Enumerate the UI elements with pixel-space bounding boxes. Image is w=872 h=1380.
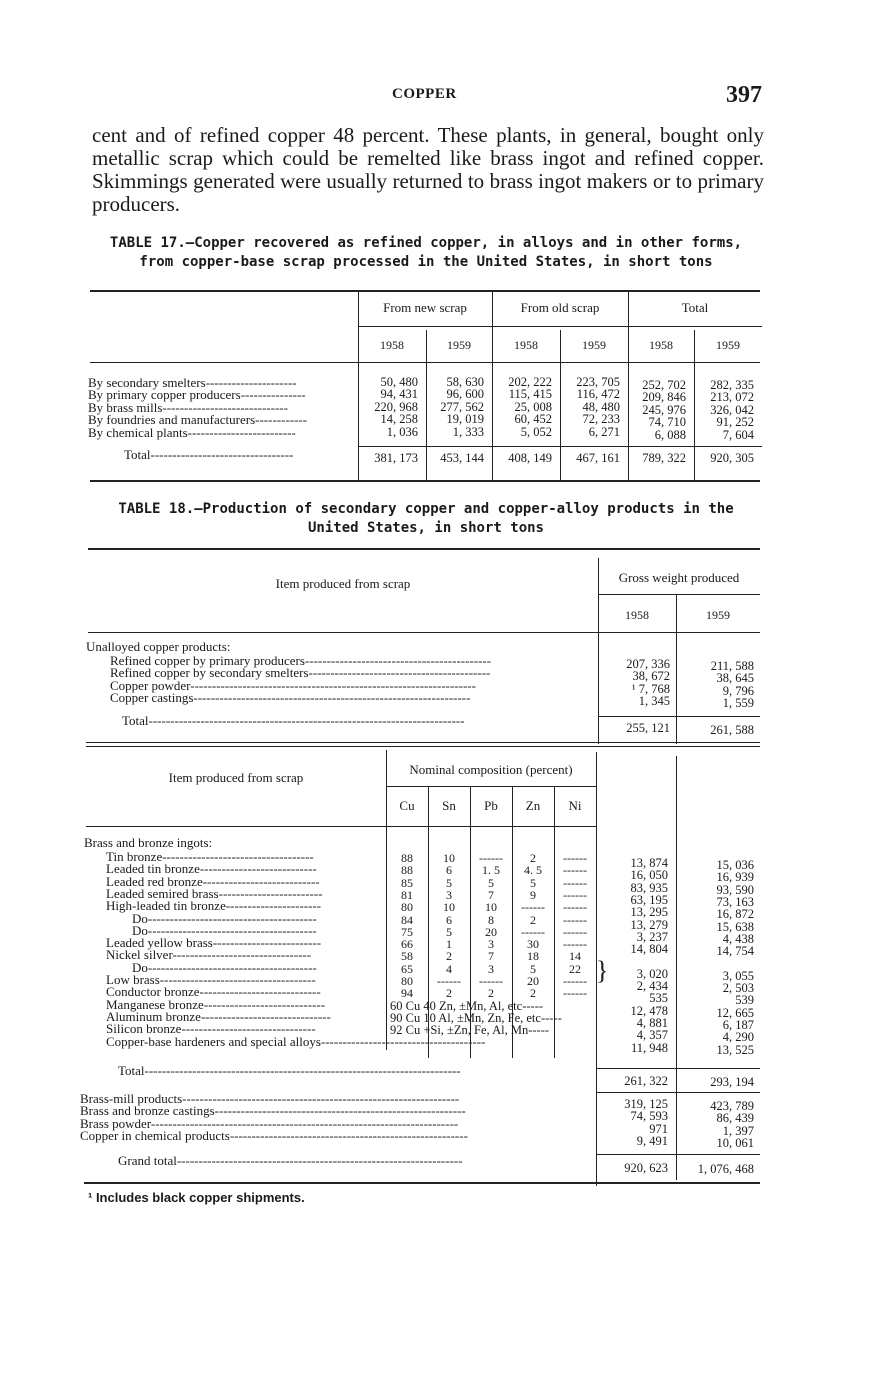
value-1959: 10, 061 <box>716 1135 754 1150</box>
comp-cell: 2 <box>446 949 452 964</box>
value-1958: 4, 881 <box>636 1015 668 1030</box>
grand-total-1959: 1, 076, 468 <box>697 1162 754 1176</box>
row-label: Silicon bronze------------------------------- <box>106 1021 316 1037</box>
brace: } <box>596 956 609 985</box>
cell-value: 72, 233 <box>582 412 620 427</box>
cell-value: 6, 271 <box>588 424 620 439</box>
composition-header: Nominal composition (percent) <box>409 762 573 777</box>
cell-value: 48, 480 <box>582 399 620 414</box>
cell-value: 14, 258 <box>380 412 418 427</box>
value-1959: 1, 397 <box>722 1123 754 1138</box>
comp-cell: 5 <box>446 924 452 939</box>
cell-value: 209, 846 <box>642 390 686 405</box>
comp-description: 60 Cu 40 Zn, ±Mn, Al, etc----- <box>390 998 544 1013</box>
comp-cell: 3 <box>488 937 494 952</box>
row-label: Copper in chemical products------------------------------------------------------- <box>80 1127 468 1143</box>
comp-col-header: Zn <box>525 798 541 813</box>
year-header: 1958 <box>649 338 673 352</box>
total-1959: 293, 194 <box>710 1075 754 1089</box>
group-header: Total <box>681 300 709 315</box>
comp-cell: 84 <box>401 912 413 927</box>
comp-cell: 22 <box>569 961 581 976</box>
value-1958: 3, 020 <box>636 966 668 981</box>
table-18-caption-line1: TABLE 18.—Production of secondary copper and copper-alloy products in the <box>118 501 734 517</box>
cell-value: 1, 333 <box>452 424 484 439</box>
value-1958: 971 <box>649 1121 668 1136</box>
cell-value: 282, 335 <box>710 378 754 392</box>
value-1959: 15, 036 <box>716 858 754 872</box>
comp-cell: ------ <box>563 986 587 1001</box>
value-1959: 38, 645 <box>716 671 754 686</box>
comp-cell: 88 <box>401 851 413 865</box>
row-label: By brass mills----------------------------- <box>88 399 288 415</box>
value-1958: 13, 874 <box>630 856 668 870</box>
comp-cell: 20 <box>527 974 539 988</box>
value-1959: 539 <box>735 993 754 1008</box>
comp-col-header: Cu <box>399 798 415 813</box>
paragraph-text: cent and of refined copper 48 percent. These plants, in general, bought only metallic scrap which could be remelted like brass ingot and refined copper. Skimmings generated were usually returned to brass ingot makers or to primary producers. <box>92 123 764 216</box>
rule <box>88 632 760 633</box>
comp-cell: 65 <box>401 961 413 976</box>
year-header: 1959 <box>706 608 730 622</box>
comp-cell: 1 <box>446 937 452 952</box>
row-label: Refined copper by primary producers------------------------------------------- <box>110 653 492 668</box>
rule <box>86 746 760 747</box>
total-value: 467, 161 <box>576 451 620 465</box>
total-value: 408, 149 <box>508 451 552 465</box>
value-1959: 3, 055 <box>722 968 754 983</box>
value-1959: 4, 290 <box>722 1030 754 1045</box>
comp-description: 90 Cu 10 Al, ±Mn, Zn, Fe, etc----- <box>390 1010 562 1025</box>
comp-cell: 4. 5 <box>524 863 542 878</box>
rule <box>596 1154 760 1155</box>
comp-col-header: Sn <box>442 798 456 813</box>
comp-cell: 6 <box>446 912 452 927</box>
value-1959: 15, 638 <box>716 919 754 934</box>
table-17-caption-line1: TABLE 17.—Copper recovered as refined copper, in alloys and in other forms, <box>109 235 743 251</box>
row-label: Copper-base hardeners and special alloys-------------------------------------- <box>106 1033 486 1049</box>
comp-cell: 5 <box>446 875 452 890</box>
rule <box>596 1092 760 1093</box>
cell-value: 25, 008 <box>514 399 552 414</box>
comp-cell: 3 <box>446 887 452 902</box>
comp-cell: 6 <box>446 863 452 878</box>
row-label: Refined copper by secondary smelters------------------------------------------ <box>110 665 491 681</box>
cell-value: 96, 600 <box>446 387 484 402</box>
cell-value: 202, 222 <box>508 375 552 389</box>
cell-value: 91, 252 <box>716 415 754 430</box>
value-1958: 16, 050 <box>630 868 668 883</box>
cell-value: 220, 968 <box>374 399 418 414</box>
value-1959: 14, 754 <box>716 944 754 959</box>
row-label: Do--------------------------------------- <box>132 910 317 926</box>
value-1958: 38, 672 <box>632 669 670 684</box>
row-label: Low brass------------------------------------ <box>106 972 316 987</box>
cell-value: 19, 019 <box>446 412 484 427</box>
row-label: High-leaded tin bronze---------------------- <box>106 898 322 914</box>
rule <box>596 1068 760 1069</box>
comp-cell: ------ <box>563 974 587 988</box>
value-1958: 13, 279 <box>630 917 668 932</box>
year-header: 1958 <box>625 608 649 622</box>
row-label: Do--------------------------------------- <box>132 922 317 938</box>
value-1958: 13, 295 <box>630 905 668 920</box>
cell-value: 5, 052 <box>520 424 552 439</box>
value-1958: 1, 345 <box>638 694 670 709</box>
value-1959: 73, 163 <box>716 894 754 909</box>
value-1959: 9, 796 <box>722 683 754 698</box>
section-heading: Brass and bronze ingots: <box>84 835 213 850</box>
cell-value: 223, 705 <box>576 375 620 389</box>
comp-cell: 8 <box>488 912 494 927</box>
value-1958: 63, 195 <box>630 892 668 907</box>
comp-cell: ------ <box>563 924 587 939</box>
comp-cell: 66 <box>401 937 413 952</box>
value-1959: 13, 525 <box>716 1042 754 1057</box>
rule <box>88 548 760 550</box>
value-1959: 211, 588 <box>710 659 754 673</box>
value-1958: 11, 948 <box>630 1040 668 1055</box>
cell-value: 74, 710 <box>648 415 686 430</box>
cell-value: 60, 452 <box>514 412 552 427</box>
comp-cell: 9 <box>530 887 536 902</box>
row-label: Leaded red bronze--------------------------- <box>106 873 320 889</box>
value-1959: 423, 789 <box>710 1099 754 1113</box>
value-1959: 93, 590 <box>716 882 754 897</box>
value-1959: 2, 503 <box>722 981 754 995</box>
cell-value: 116, 472 <box>576 387 620 402</box>
comp-cell: ------ <box>563 863 587 878</box>
comp-col-header: Pb <box>484 798 498 813</box>
cell-value: 213, 072 <box>710 390 754 405</box>
gross-header: Gross weight produced <box>618 570 740 585</box>
total-value: 920, 305 <box>710 451 754 465</box>
row-label: Copper powder------------------------------------------------------------------ <box>110 677 476 693</box>
comp-cell: 10 <box>485 900 497 915</box>
row-label: Nickel silver-------------------------------- <box>106 947 312 963</box>
row-label: By secondary smelters--------------------- <box>88 375 297 390</box>
cell-value: 252, 702 <box>642 378 686 392</box>
comp-cell: ------ <box>563 912 587 927</box>
value-1958: 2, 434 <box>636 979 668 993</box>
total-value: 453, 144 <box>440 451 484 465</box>
value-1958: 12, 478 <box>630 1003 668 1018</box>
comp-cell: 20 <box>485 924 497 939</box>
comp-cell: 2 <box>488 986 494 1001</box>
value-1958: 74, 593 <box>630 1109 668 1124</box>
comp-col-header: Ni <box>568 798 582 813</box>
comp-cell: 85 <box>401 875 413 890</box>
rule <box>86 742 760 743</box>
value-1958: 319, 125 <box>624 1097 668 1111</box>
cell-value: 58, 630 <box>446 375 484 389</box>
grand-total-label: Grand total------------------------------------------------------------------ <box>118 1153 463 1168</box>
row-label: Brass powder----------------------------------------------------------------------- <box>80 1115 459 1131</box>
comp-cell: 75 <box>401 924 413 939</box>
rule <box>598 716 760 717</box>
page-number: 397 <box>726 82 762 108</box>
value-1958: 535 <box>649 991 668 1006</box>
comp-cell: 2 <box>530 986 536 1001</box>
value-1958: 14, 804 <box>630 942 668 957</box>
cell-value: 50, 480 <box>380 375 418 389</box>
value-1959: 12, 665 <box>716 1005 754 1020</box>
comp-cell: 14 <box>569 949 581 964</box>
comp-cell: 88 <box>401 863 413 878</box>
cell-value: 6, 088 <box>654 427 686 442</box>
rule <box>386 786 596 787</box>
comp-cell: ------ <box>563 900 587 915</box>
value-1958: 4, 357 <box>636 1028 668 1043</box>
rule <box>598 594 760 595</box>
rule <box>86 826 596 827</box>
year-header: 1959 <box>447 338 471 352</box>
comp-cell: ------ <box>521 900 545 915</box>
comp-cell: 7 <box>488 949 494 964</box>
table-18-caption-line2: United States, in short tons <box>307 520 544 536</box>
footnote: ¹ Includes black copper shipments. <box>88 1190 305 1205</box>
row-label: Brass-mill products---------------------------------------------------------------- <box>80 1091 460 1106</box>
value-1959: 16, 872 <box>716 907 754 922</box>
value-1959: 16, 939 <box>716 870 754 885</box>
group-header: From new scrap <box>383 300 467 315</box>
comp-cell: 4 <box>446 961 452 976</box>
value-1958: 9, 491 <box>636 1133 668 1148</box>
comp-cell: ------ <box>563 875 587 890</box>
cell-value: 245, 976 <box>642 402 686 417</box>
comp-cell: 58 <box>401 949 413 964</box>
comp-cell: 2 <box>446 986 452 1001</box>
row-label: By foundries and manufacturers------------ <box>88 412 308 428</box>
comp-cell: 5 <box>530 961 536 976</box>
comp-cell: 7 <box>488 887 494 902</box>
comp-cell: ------ <box>479 851 503 865</box>
value-1959: 1, 559 <box>722 696 754 711</box>
comp-cell: 5 <box>488 875 494 890</box>
running-head: COPPER <box>392 86 457 102</box>
comp-cell: 1. 5 <box>482 863 500 878</box>
year-header: 1958 <box>514 338 538 352</box>
table-17-caption-line2: from copper-base scrap processed in the United States, in short tons <box>139 254 713 270</box>
total-1958: 261, 322 <box>624 1074 668 1088</box>
grand-total-1958: 920, 623 <box>624 1161 668 1175</box>
year-header: 1958 <box>380 338 404 352</box>
comp-description: 92 Cu +Si, ±Zn, Fe, Al, Mn----- <box>390 1023 550 1038</box>
comp-cell: 94 <box>401 986 413 1001</box>
cell-value: 326, 042 <box>710 402 754 417</box>
cell-value: 94, 431 <box>380 387 418 402</box>
comp-cell: ------ <box>437 974 461 988</box>
total-1958: 255, 121 <box>626 721 670 735</box>
row-label: Brass and bronze castings---------------------------------------------------------- <box>80 1103 466 1119</box>
comp-cell: 10 <box>443 851 455 865</box>
comp-cell: 5 <box>530 875 536 890</box>
cell-value: 277, 562 <box>440 399 484 414</box>
row-label: Aluminum bronze------------------------------ <box>106 1008 331 1024</box>
comp-cell: ------ <box>563 851 587 865</box>
row-label: Conductor bronze---------------------------- <box>106 984 321 1000</box>
section-heading: Unalloyed copper products: <box>86 639 231 654</box>
row-label: By primary copper producers--------------- <box>88 387 306 403</box>
total-label: Total--------------------------------- <box>124 447 294 462</box>
rule <box>84 1182 760 1184</box>
total-label: Total------------------------------------------------------------------------- <box>118 1063 461 1078</box>
cell-value: 1, 036 <box>386 424 418 439</box>
cell-value: 115, 415 <box>508 387 552 402</box>
value-1958: ¹ 7, 768 <box>631 681 670 696</box>
row-label: Leaded tin bronze--------------------------- <box>106 861 317 877</box>
value-1958: 3, 237 <box>636 929 668 944</box>
row-label: Do--------------------------------------- <box>132 959 317 975</box>
value-1959: 86, 439 <box>716 1111 754 1126</box>
item-header: Item produced from scrap <box>275 576 411 591</box>
year-header: 1959 <box>582 338 606 352</box>
total-label: Total------------------------------------------------------------------------- <box>122 713 465 728</box>
value-1958: 207, 336 <box>626 657 670 671</box>
row-label: Manganese bronze---------------------------- <box>106 996 326 1012</box>
cell-value: 7, 604 <box>722 427 754 442</box>
comp-cell: 80 <box>401 974 413 988</box>
comp-cell: 2 <box>530 851 536 865</box>
value-1958: 83, 935 <box>630 880 668 895</box>
row-label: Leaded yellow brass------------------------- <box>106 935 322 951</box>
group-header: From old scrap <box>520 300 600 315</box>
comp-cell: 18 <box>527 949 539 964</box>
value-1959: 6, 187 <box>722 1017 754 1032</box>
row-label: Leaded semired brass------------------------ <box>106 885 323 901</box>
comp-cell: 81 <box>401 887 413 902</box>
comp-cell: 3 <box>488 961 494 976</box>
year-header: 1959 <box>716 338 740 352</box>
item-header: Item produced from scrap <box>168 770 304 785</box>
comp-cell: ------ <box>521 924 545 939</box>
row-label: Copper castings---------------------------------------------------------------- <box>110 690 471 706</box>
comp-cell: ------ <box>479 974 503 988</box>
comp-cell: ------ <box>563 937 587 952</box>
row-label: Tin bronze----------------------------------- <box>106 849 314 864</box>
comp-cell: ------ <box>563 887 587 902</box>
total-1959: 261, 588 <box>710 723 754 737</box>
total-value: 789, 322 <box>642 451 686 465</box>
row-label: By chemical plants------------------------- <box>88 424 296 440</box>
value-1959: 4, 438 <box>722 931 754 946</box>
comp-cell: 80 <box>401 900 413 915</box>
comp-cell: 2 <box>530 912 536 927</box>
comp-cell: 30 <box>527 937 539 952</box>
total-value: 381, 173 <box>374 451 418 465</box>
comp-cell: 10 <box>443 900 455 915</box>
